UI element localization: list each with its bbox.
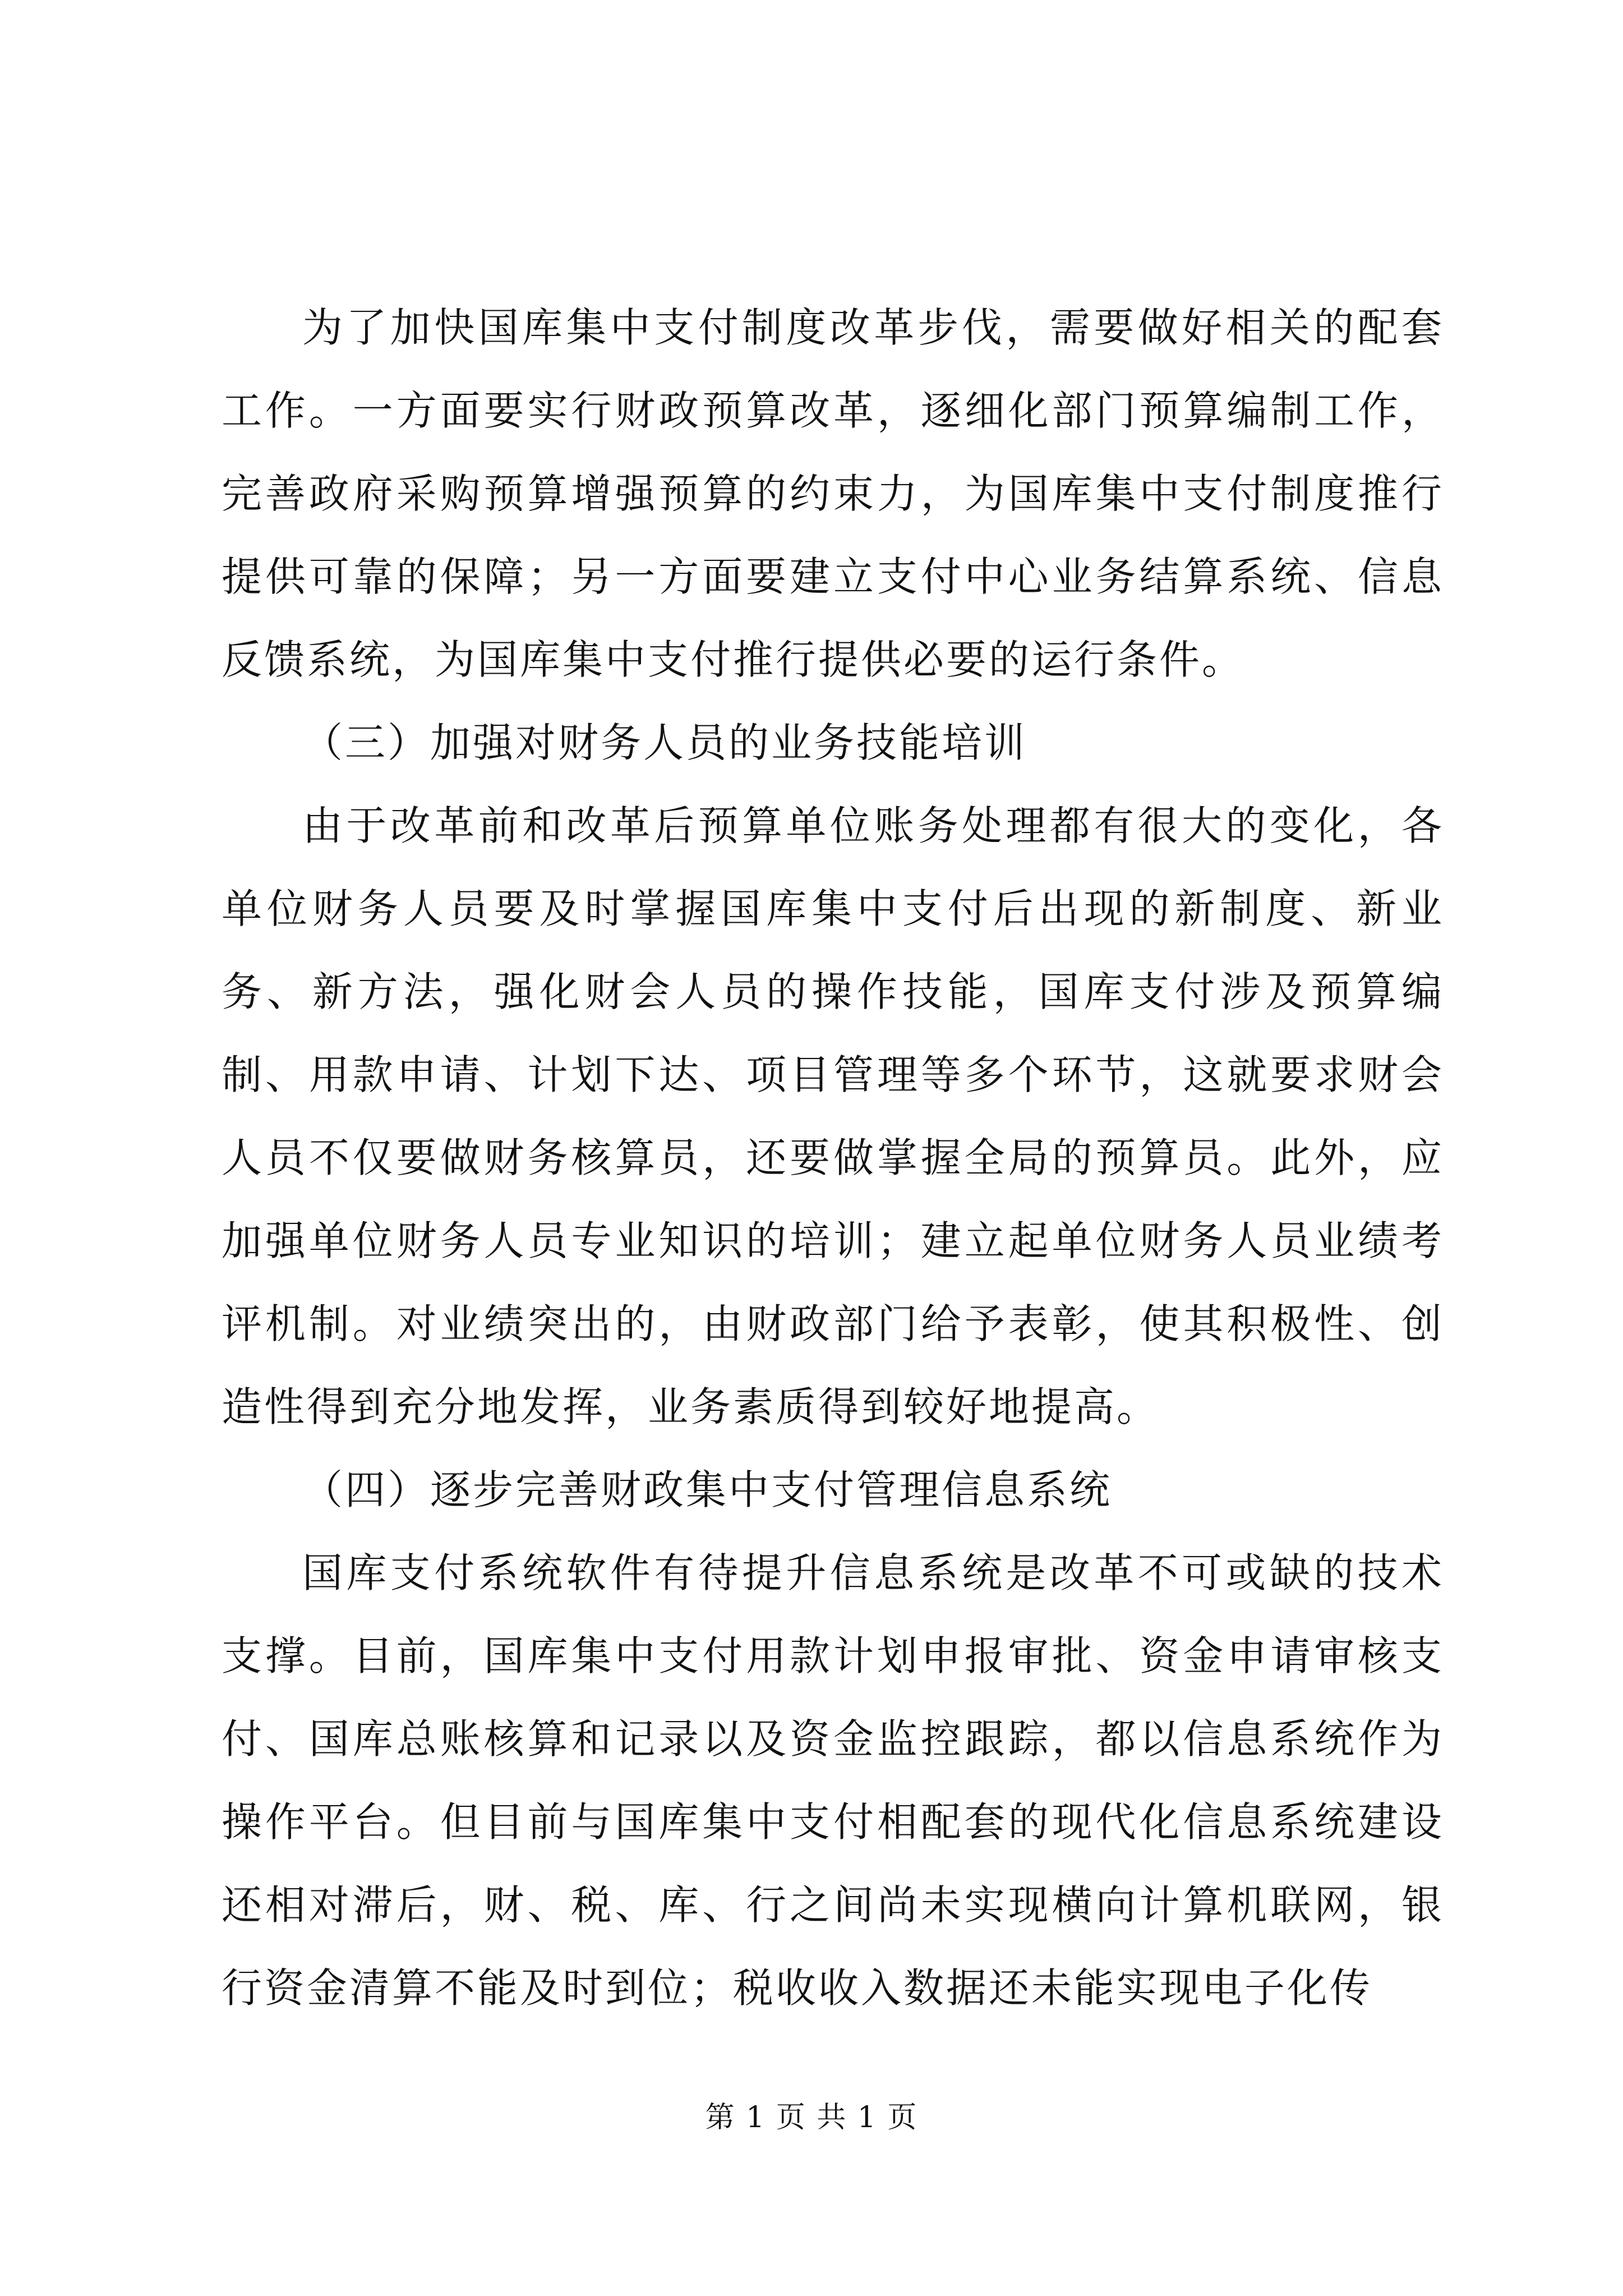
section-heading-four: （四）逐步完善财政集中支付管理信息系统 (302, 1466, 1113, 1513)
document-body (222, 286, 1444, 2030)
paragraph-information-system: 国库支付系统软件有待提升信息系统是改革不可或缺的技术支撑。目前，国库集中支付用款计划申报审批、资金申请审核支付、国库总账核算和记录以及资金监控跟踪，都以信息系统作为操作平台。但目前与国库集中支付相配套的现代化信息系统建设还相对滞后，财、税、库、行之间尚未实现横向计算机联网，银行资金清算不能及时到位；税收收入数据还未能实现电子化传 (222, 1549, 1444, 2012)
page-footer: 第 1 页 共 1 页 (705, 2101, 918, 2134)
paragraph-reform-supporting-work: 为了加快国库集中支付制度改革步伐，需要做好相关的配套工作。一方面要实行财政预算改革，逐细化部门预算编制工作，完善政府采购预算增强预算的约束力，为国库集中支付制度推行提供可靠的保障；另一方面要建立支付中心业务结算系统、信息反馈系统，为国库集中支付推行提供必要的运行条件。 (222, 304, 1444, 683)
section-heading-three: （三）加强对财务人员的业务技能培训 (302, 719, 1027, 766)
paragraph-staff-training: 由于改革前和改革后预算单位账务处理都有很大的变化，各单位财务人员要及时掌握国库集中支付后出现的新制度、新业务、新方法，强化财会人员的操作技能，国库支付涉及预算编制、用款申请、计划下达、项目管理等多个环节，这就要求财会人员不仅要做财务核算员，还要做掌握全局的预算员。此外，应加强单位财务人员专业知识的培训；建立起单位财务人员业绩考评机制。对业绩突出的，由财政部门给予表彰，使其积极性、创造性得到充分地发挥，业务素质得到较好地提高。 (222, 802, 1444, 1430)
